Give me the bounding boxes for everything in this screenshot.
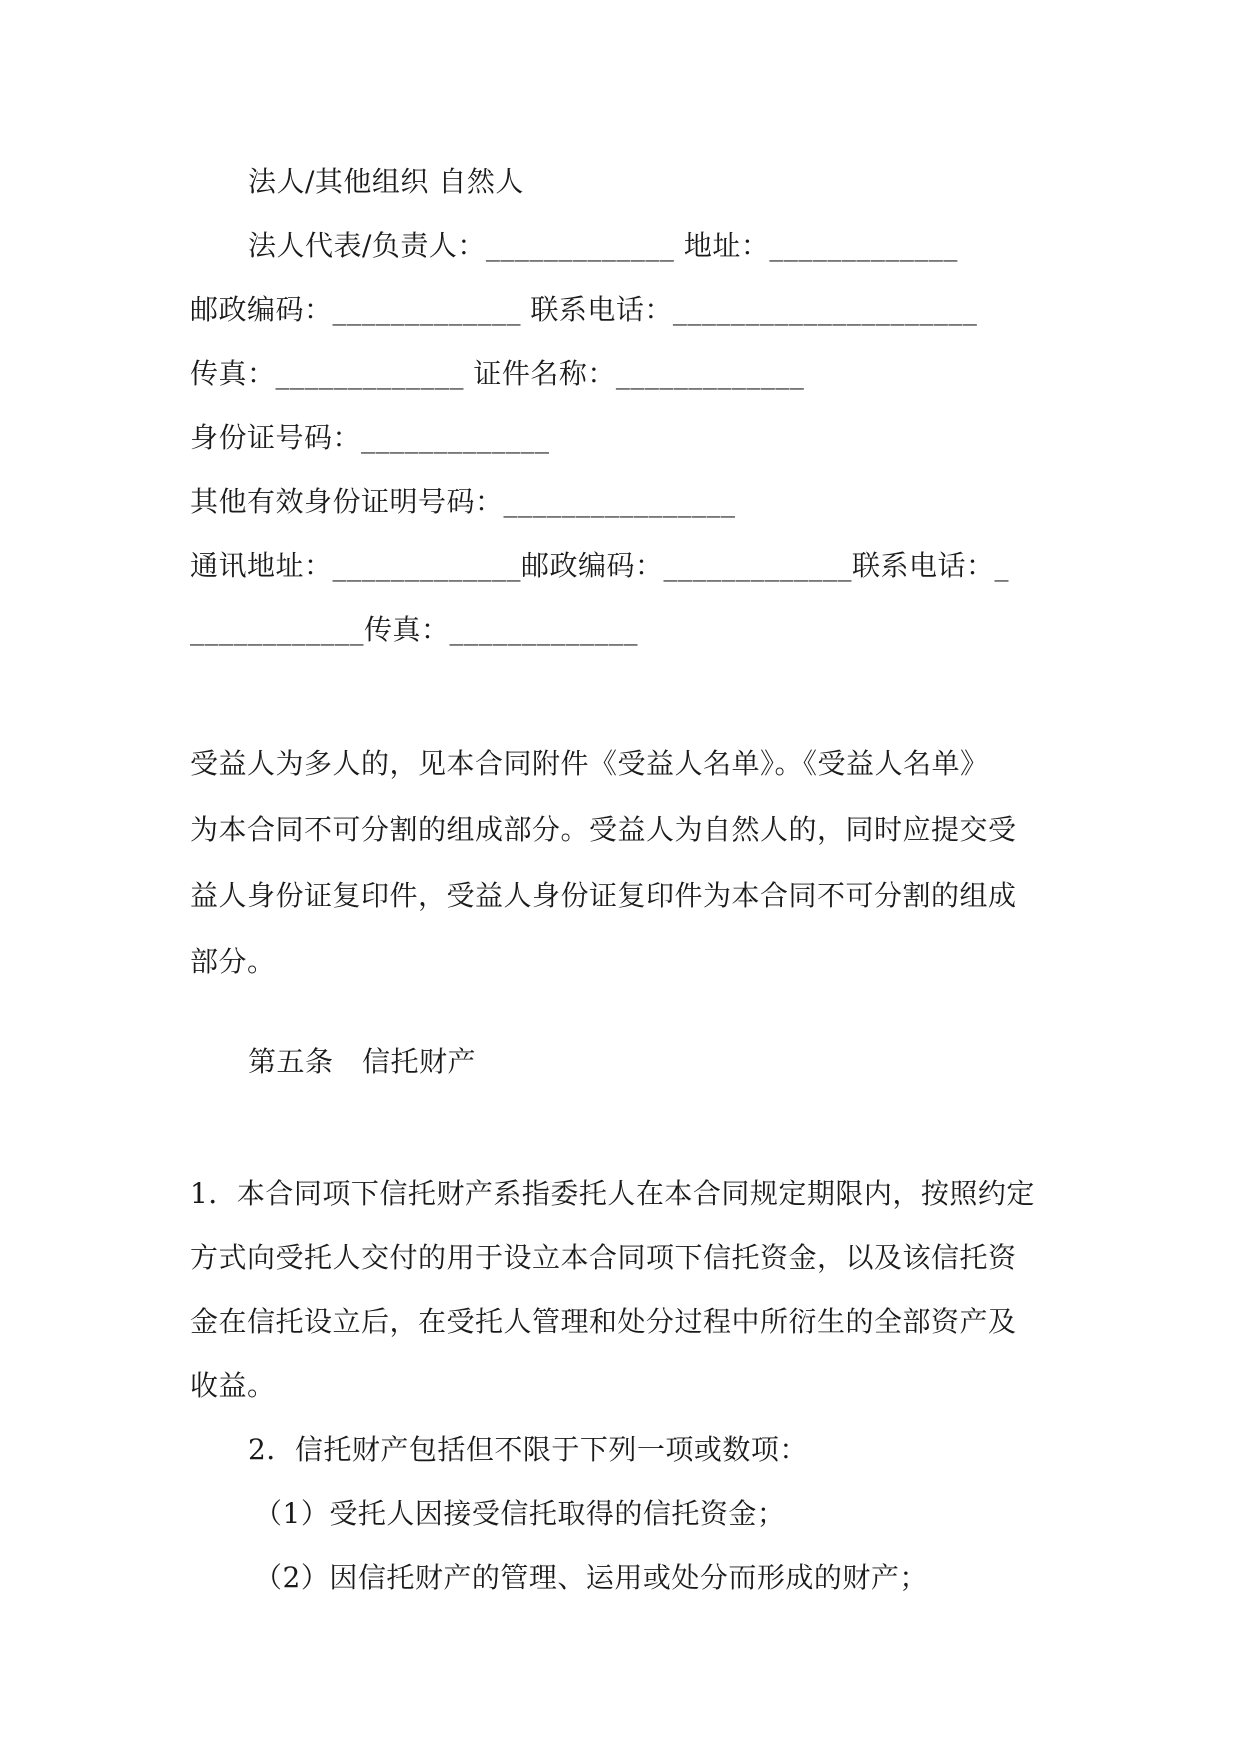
postal-phone-line: 邮政编码：_____________ 联系电话：_____________________	[190, 293, 978, 326]
idcard-line: 身份证号码：_____________	[190, 421, 550, 454]
beneficiary-note-line: 部分。	[190, 945, 276, 978]
beneficiary-note-line: 为本合同不可分割的组成部分。受益人为自然人的，同时应提交受	[190, 813, 1017, 846]
clause-1-line: 金在信托设立后，在受托人管理和处分过程中所衍生的全部资产及	[190, 1305, 1017, 1338]
article-5-heading: 第五条 信托财产	[248, 1045, 477, 1078]
clause-1-line: 收益。	[190, 1369, 276, 1402]
beneficiary-type-line: 法人/其他组织 自然人	[248, 165, 524, 198]
clause-1-line: 1．本合同项下信托财产系指委托人在本合同规定期限内，按照约定	[190, 1177, 1035, 1210]
other-id-line: 其他有效身份证明号码：________________	[190, 485, 736, 518]
clause-1-line: 方式向受托人交付的用于设立本合同项下信托资金，以及该信托资	[190, 1241, 1017, 1274]
clause-2-line: 2．信托财产包括但不限于下列一项或数项：	[248, 1433, 808, 1466]
contact-line-2: ____________传真：_____________	[190, 613, 639, 646]
fax-idname-line: 传真：_____________ 证件名称：_____________	[190, 357, 805, 390]
clause-2-item: （1）受托人因接受信托取得的信托资金；	[254, 1497, 786, 1530]
legal-rep-address-line: 法人代表/负责人：_____________ 地址：_____________	[248, 229, 958, 262]
beneficiary-note-line: 受益人为多人的，见本合同附件《受益人名单》。《受益人名单》	[190, 747, 989, 780]
clause-2-item: （2）因信托财产的管理、运用或处分而形成的财产；	[254, 1561, 928, 1594]
beneficiary-note-line: 益人身份证复印件，受益人身份证复印件为本合同不可分割的组成	[190, 879, 1017, 912]
contact-line-1: 通讯地址：_____________邮政编码：_____________联系电话：_	[190, 549, 1010, 582]
